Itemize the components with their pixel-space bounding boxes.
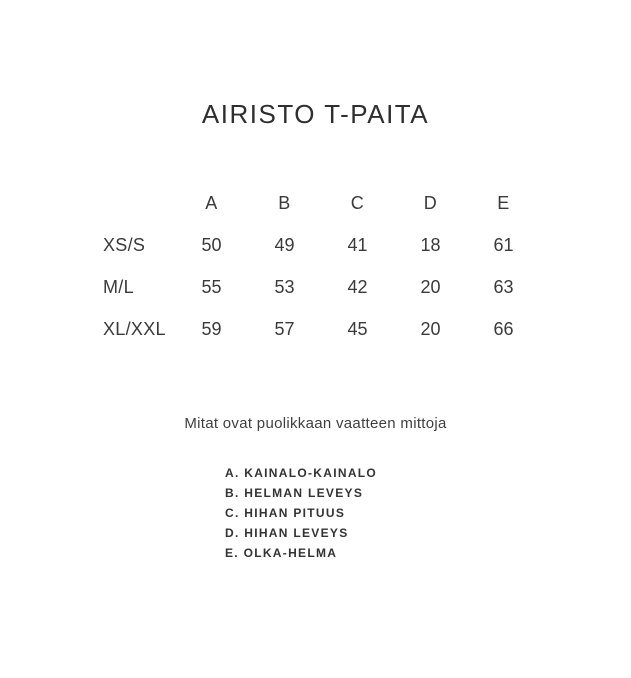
column-header-e: E [497, 192, 510, 213]
row-label-xs-s: XS/S [103, 234, 146, 255]
legend-item-c: C. HIHAN PITUUS [225, 506, 346, 520]
value-xl-xxl-e: 66 [493, 318, 514, 339]
column-header-c: C [350, 192, 365, 213]
value-xl-xxl-a: 59 [201, 318, 222, 339]
measurement-note: Mitat ovat puolikkaan vaatteen mittoja [184, 415, 447, 432]
column-header-a: A [205, 192, 218, 213]
page-title: AIRISTO T-PAITA [201, 99, 430, 129]
value-m-l-b: 53 [274, 276, 295, 297]
legend-item-a: A. KAINALO-KAINALO [225, 466, 378, 480]
value-m-l-d: 20 [420, 276, 441, 297]
value-m-l-e: 63 [493, 276, 514, 297]
value-xs-s-c: 41 [347, 234, 368, 255]
column-header-b: B [278, 192, 291, 213]
value-xs-s-e: 61 [493, 234, 514, 255]
legend-item-e: E. OLKA-HELMA [225, 546, 338, 560]
legend-item-b: B. HELMAN LEVEYS [225, 486, 364, 500]
measurement-legend [225, 463, 377, 563]
legend-item-d: D. HIHAN LEVEYS [225, 526, 349, 540]
value-xl-xxl-c: 45 [347, 318, 368, 339]
value-xs-s-b: 49 [274, 234, 295, 255]
value-m-l-a: 55 [201, 276, 222, 297]
column-header-d: D [423, 192, 438, 213]
value-m-l-c: 42 [347, 276, 368, 297]
value-xs-s-a: 50 [201, 234, 222, 255]
value-xl-xxl-b: 57 [274, 318, 295, 339]
row-label-xl-xxl: XL/XXL [103, 318, 166, 339]
row-label-m-l: M/L [103, 276, 134, 297]
value-xl-xxl-d: 20 [420, 318, 441, 339]
value-xs-s-d: 18 [420, 234, 441, 255]
size-table [100, 182, 540, 350]
